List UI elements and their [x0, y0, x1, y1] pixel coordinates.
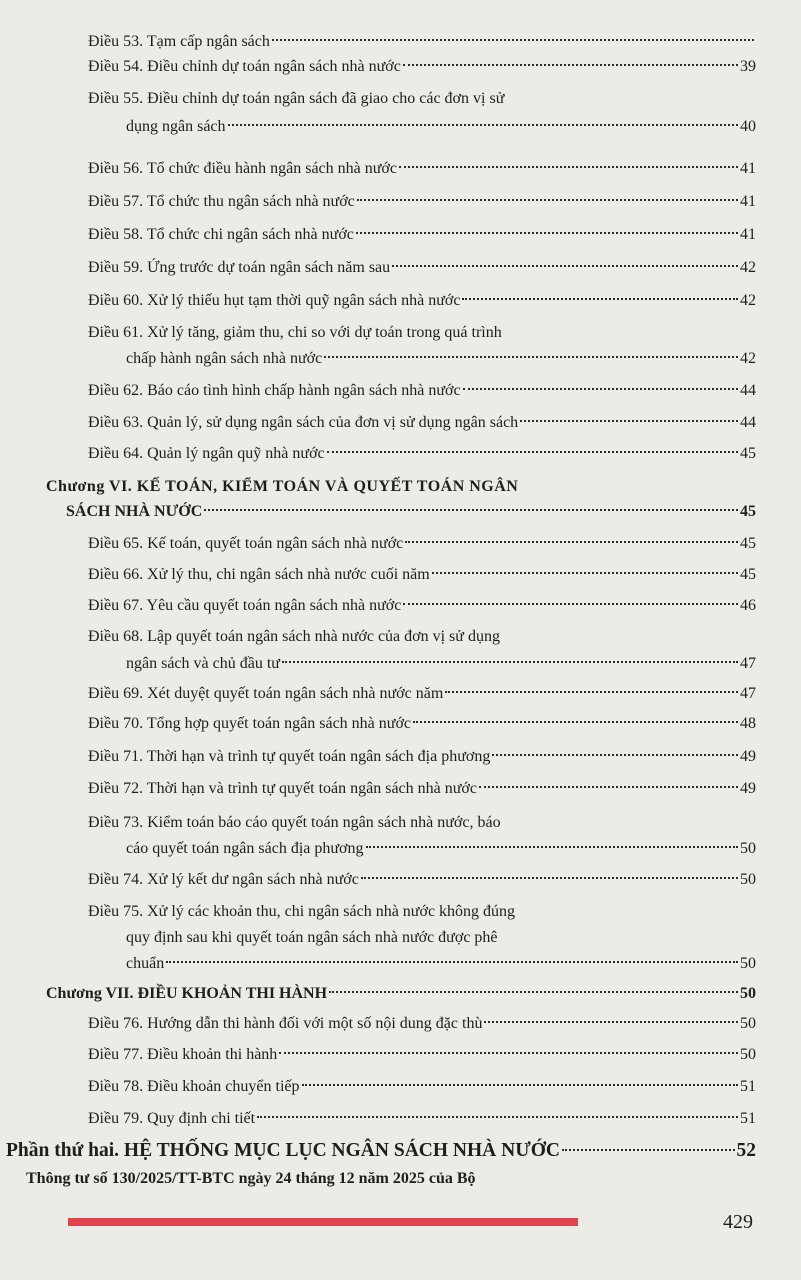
toc-entry-continuation [126, 655, 756, 681]
toc-page-number: 41 [740, 226, 756, 243]
toc-entry-title: Điều 76. Hướng dẫn thi hành đối với một số nội dung đặc thù [88, 1015, 483, 1032]
toc-page-number: 44 [740, 382, 756, 399]
part-title: Phần thứ hai. HỆ THỐNG MỤC LỤC NGÂN SÁCH NHÀ NƯỚC [6, 1140, 560, 1161]
toc-entry-title: Điều 70. Tổng hợp quyết toán ngân sách nhà nước [88, 715, 412, 732]
toc-entry-title: Điều 68. Lập quyết toán ngân sách nhà nước của đơn vị sử dụng [88, 628, 500, 645]
chapter-heading [46, 478, 756, 504]
dot-leader [413, 721, 738, 723]
toc-entry [88, 814, 756, 840]
dot-leader [463, 388, 738, 390]
toc-entry [88, 1110, 756, 1136]
chapter-title: Chương VI. KẾ TOÁN, KIỂM TOÁN VÀ QUYẾT TOÁN NGÂN [46, 478, 519, 495]
toc-page-number: 45 [740, 566, 756, 583]
chapter-heading-continuation [66, 503, 756, 529]
toc-entry-title: Điều 78. Điều khoản chuyển tiếp [88, 1078, 300, 1095]
toc-entry-title: Điều 73. Kiểm toán báo cáo quyết toán ngân sách nhà nước, báo [88, 814, 501, 831]
dot-leader [329, 991, 738, 993]
toc-entry-title: Điều 62. Báo cáo tình hình chấp hành ngân sách nhà nước [88, 382, 461, 399]
toc-entry-title: Điều 63. Quản lý, sử dụng ngân sách của đơn vị sử dụng ngân sách [88, 414, 519, 431]
toc-page-number: 50 [740, 1015, 756, 1032]
dot-leader [166, 961, 738, 963]
dot-leader [361, 877, 738, 879]
toc-entry-continuation [126, 840, 756, 866]
toc-page-number: 50 [740, 840, 756, 857]
dot-leader [272, 39, 754, 41]
dot-leader [399, 166, 738, 168]
toc-page-number: 41 [740, 193, 756, 210]
dot-leader [462, 298, 738, 300]
toc-entry-title: Điều 56. Tổ chức điều hành ngân sách nhà nước [88, 160, 397, 177]
toc-page-number: 50 [740, 1046, 756, 1063]
toc-entry-title: Điều 53. Tạm cấp ngân sách [88, 33, 270, 50]
dot-leader [403, 64, 738, 66]
dot-leader [279, 1052, 738, 1054]
toc-entry-title: Điều 64. Quản lý ngân quỹ nhà nước [88, 445, 325, 462]
toc-entry-title: Điều 54. Điều chỉnh dự toán ngân sách nhà nước [88, 58, 401, 75]
dot-leader [324, 356, 738, 358]
toc-page-number: 44 [740, 414, 756, 431]
toc-entry [88, 160, 756, 186]
toc-page-number: 49 [740, 780, 756, 797]
toc-entry [88, 1078, 756, 1104]
toc-entry [88, 535, 756, 561]
toc-entry-title: Điều 74. Xử lý kết dư ngân sách nhà nước [88, 871, 359, 888]
toc-entry-title: Điều 75. Xử lý các khoản thu, chi ngân sách nhà nước không đúng [88, 903, 516, 920]
dot-leader [405, 541, 738, 543]
part-heading [6, 1140, 756, 1166]
toc-entry [88, 1015, 756, 1041]
toc-entry-continuation [126, 929, 756, 955]
toc-entry [88, 780, 756, 806]
toc-page-number: 45 [740, 503, 756, 520]
toc-entry-title: Điều 67. Yêu cầu quyết toán ngân sách nhà nước [88, 597, 402, 614]
toc-entry [88, 871, 756, 897]
toc-page-number: 51 [740, 1110, 756, 1127]
dot-leader [520, 420, 738, 422]
toc-entry [88, 259, 756, 285]
toc-entry [88, 33, 756, 59]
toc-entry-title: Điều 71. Thời hạn và trình tự quyết toán ngân sách địa phương [88, 748, 491, 765]
toc-entry [88, 903, 756, 929]
toc-entry [88, 382, 756, 408]
toc-entry [88, 292, 756, 318]
toc-entry [88, 58, 756, 84]
toc-entry [88, 1046, 756, 1072]
dot-leader [562, 1149, 735, 1151]
toc-page-number: 46 [740, 597, 756, 614]
dot-leader [282, 661, 738, 663]
toc-entry-title: Điều 66. Xử lý thu, chi ngân sách nhà nước cuối năm [88, 566, 430, 583]
dot-leader [204, 509, 738, 511]
toc-entry-title: Điều 60. Xử lý thiếu hụt tạm thời quỹ ngân sách nhà nước [88, 292, 461, 309]
toc-entry [88, 414, 756, 440]
dot-leader [357, 199, 738, 201]
toc-page-number: 48 [740, 715, 756, 732]
toc-page-number: 50 [740, 955, 756, 972]
dot-leader [392, 265, 738, 267]
toc-entry [88, 324, 756, 350]
dot-leader [356, 232, 738, 234]
toc-entry-title: Điều 79. Quy định chi tiết [88, 1110, 256, 1127]
toc-page-number: 42 [740, 259, 756, 276]
toc-entry-title: Điều 65. Kế toán, quyết toán ngân sách nhà nước [88, 535, 404, 552]
toc-entry-title: ngân sách và chủ đầu tư [126, 655, 280, 672]
toc-page-number: 42 [740, 292, 756, 309]
toc-entry-title: Điều 77. Điều khoản thi hành [88, 1046, 278, 1063]
toc-entry-title: dụng ngân sách [126, 118, 226, 135]
toc-page-number: 39 [740, 58, 756, 75]
chapter-title: Chương VII. ĐIỀU KHOẢN THI HÀNH [46, 985, 328, 1002]
toc-page-number: 45 [740, 535, 756, 552]
toc-entry [88, 597, 756, 623]
toc-entry-title: Điều 69. Xét duyệt quyết toán ngân sách nhà nước năm [88, 685, 444, 702]
part-subtitle-text: Thông tư số 130/2025/TT-BTC ngày 24 tháng 12 năm 2025 của Bộ [26, 1170, 476, 1187]
dot-leader [327, 451, 738, 453]
toc-entry-title: Điều 58. Tổ chức chi ngân sách nhà nước [88, 226, 354, 243]
toc-page-number: 41 [740, 160, 756, 177]
chapter-title: SÁCH NHÀ NƯỚC [66, 503, 203, 520]
toc-page-number: 40 [740, 118, 756, 135]
toc-page-number: 47 [740, 655, 756, 672]
toc-page-number: 52 [736, 1140, 756, 1161]
dot-leader [366, 846, 738, 848]
part-subtitle [26, 1170, 756, 1196]
toc-entry-title: chấp hành ngân sách nhà nước [126, 350, 323, 367]
toc-entry-title: cáo quyết toán ngân sách địa phương [126, 840, 364, 857]
toc-page-number: 47 [740, 685, 756, 702]
dot-leader [445, 691, 738, 693]
toc-entry-title: Điều 61. Xử lý tăng, giảm thu, chi so với dự toán trong quá trình [88, 324, 502, 341]
toc-entry [88, 628, 756, 654]
toc-entry-title: Điều 57. Tổ chức thu ngân sách nhà nước [88, 193, 355, 210]
toc-entry-continuation [126, 118, 756, 144]
footer-accent-bar [68, 1218, 578, 1226]
dot-leader [484, 1021, 738, 1023]
toc-entry [88, 90, 756, 116]
toc-entry-title: chuẩn [126, 955, 165, 972]
dot-leader [432, 572, 738, 574]
toc-entry [88, 685, 756, 711]
toc-page-number: 45 [740, 445, 756, 462]
toc-entry-continuation [126, 350, 756, 376]
dot-leader [479, 786, 738, 788]
toc-entry-title: Điều 59. Ứng trước dự toán ngân sách năm sau [88, 259, 391, 276]
toc-entry-title: Điều 55. Điều chỉnh dự toán ngân sách đã giao cho các đơn vị sử [88, 90, 505, 107]
dot-leader [302, 1084, 739, 1086]
toc-entry [88, 748, 756, 774]
page-number: 429 [723, 1211, 753, 1233]
toc-entry [88, 226, 756, 252]
toc-page-number: 50 [740, 985, 756, 1002]
toc-entry [88, 445, 756, 471]
toc-page-number: 50 [740, 871, 756, 888]
toc-page-number: 51 [740, 1078, 756, 1095]
toc-entry-title: quy định sau khi quyết toán ngân sách nhà nước được phê [126, 929, 498, 946]
toc-entry-title: Điều 72. Thời hạn và trình tự quyết toán ngân sách nhà nước [88, 780, 477, 797]
dot-leader [403, 603, 738, 605]
dot-leader [228, 124, 738, 126]
dot-leader [257, 1116, 738, 1118]
toc-page-number: 49 [740, 748, 756, 765]
toc-entry [88, 193, 756, 219]
toc-entry [88, 715, 756, 741]
dot-leader [492, 754, 738, 756]
toc-entry-continuation [126, 955, 756, 981]
chapter-heading [46, 985, 756, 1011]
toc-page-number: 42 [740, 350, 756, 367]
toc-entry [88, 566, 756, 592]
